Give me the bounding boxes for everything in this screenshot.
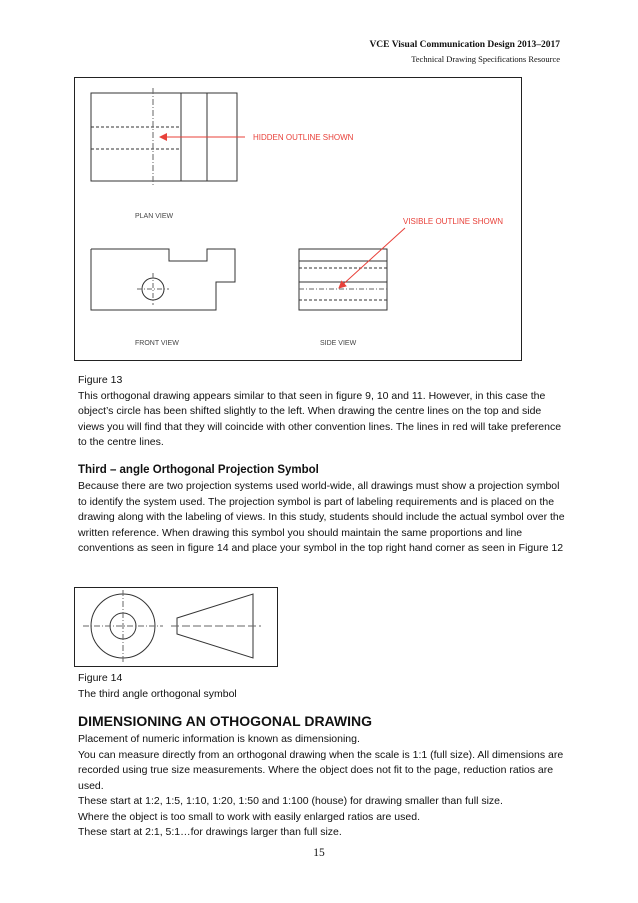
figure-14-caption-block [78,671,568,702]
figure-14-caption: Figure 14 [78,672,123,684]
figure-13-caption-block [78,373,568,451]
plan-view-label: PLAN VIEW [135,213,174,220]
figure-14 [74,587,278,667]
dimensioning-line: Where the object is too small to work with easily enlarged ratios are used. [78,810,420,823]
figure-13-drawing [75,78,521,360]
side-view-drawing [299,249,387,310]
projection-symbol-drawing [75,588,277,666]
visible-outline-label: VISIBLE OUTLINE SHOWN [403,217,504,226]
hidden-outline-label: HIDDEN OUTLINE SHOWN [253,133,354,142]
visible-outline-arrow [339,228,405,288]
figure-13-caption: Figure 13 [78,374,123,386]
figure-14-subcaption: The third angle orthogonal symbol [78,687,237,700]
header-subtitle: Technical Drawing Specifications Resource [411,54,560,64]
front-view-drawing [91,249,235,310]
projection-symbol-text: Because there are two projection systems used world-wide, all drawings must show a projection symbol to identify the system used. The projection symbol is part of labeling requirements and is placed on the drawing along with the labeling of views. In this study, students should include the actual symbol over the written reference. When drawing this symbol you should maintain the same proportions and line conventions as seen in figure 14 and place your symbol in the top right hand corner as seen in Figure 12 [78,480,565,554]
header-title: VCE Visual Communication Design 2013–2017 [369,40,560,50]
figure-13 [74,77,522,361]
dimensioning-line: Placement of numeric information is known as dimensioning. [78,733,360,745]
projection-symbol-heading: Third – angle Orthogonal Projection Symbol [78,464,319,476]
figure-13-text: This orthogonal drawing appears similar to that seen in figure 9, 10 and 11. However, in this case the object’s circle has been shifted slightly to the left. When drawing the centre lines on the top and side views you will find that they will coincide with other convention lines. The lines in red will take preference to the centre lines. [78,389,562,448]
dimensioning-line: These start at 2:1, 5:1…for drawings larger than full size. [78,826,342,838]
side-view-label: SIDE VIEW [320,340,357,347]
dimensioning-heading: DIMENSIONING AN OTHOGONAL DRAWING [78,713,372,729]
dimensioning-line: You can measure directly from an orthogonal drawing when the scale is 1:1 (full size). All dimensions are recorded using true size measurements. Where the object does not fit to the page, reduction ratios are used. [78,748,564,792]
front-view-label: FRONT VIEW [135,340,179,347]
dimensioning-line: These start at 1:2, 1:5, 1:10, 1:20, 1:50 and 1:100 (house) for drawing smaller than full size. [78,795,503,807]
page-number: 15 [313,847,325,859]
dimensioning-text [78,732,568,841]
